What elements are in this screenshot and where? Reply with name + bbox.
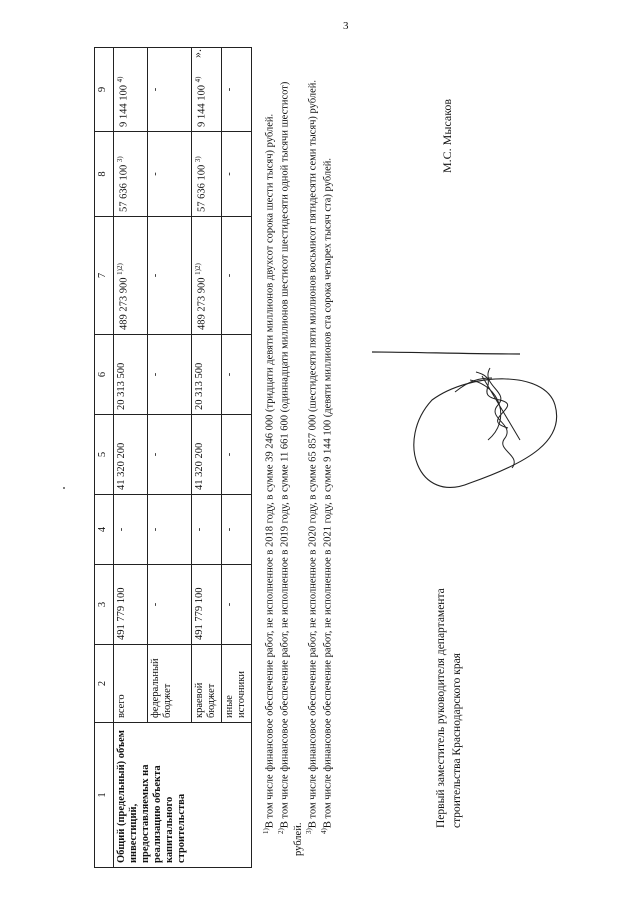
footnote-ref: 4) xyxy=(116,76,124,83)
col-num-8: 8 xyxy=(95,132,114,217)
footnote-ref: 1)2) xyxy=(116,263,124,275)
footnote-text: В том числе финансовое обеспечение работ, не исполненное в 2019 году, в сумме 11 661 600 (одиннадцати миллионов шестисот шестидесяти одной тысячи шестисот) рублей. xyxy=(279,81,304,856)
signer-title-line: строительства Краснодарского края xyxy=(450,653,463,828)
table-cell: 41 320 200 xyxy=(192,415,222,495)
signer-name: М.С. Мысаков xyxy=(440,98,454,173)
table-cell: - xyxy=(148,415,192,495)
table-cell: 20 313 500 xyxy=(192,335,222,415)
table-cell: - xyxy=(148,132,192,217)
table-cell: - xyxy=(222,217,252,335)
footnote-text: В том числе финансовое обеспечение работ, не исполненное в 2018 году, в сумме 39 246 000 (тридцати девяти миллионов двухсот сорока шести тысяч) рублей. xyxy=(264,113,276,829)
table-cell: 41 320 200 xyxy=(114,415,148,495)
col-num-3: 3 xyxy=(95,565,114,645)
col-num-7: 7 xyxy=(95,217,114,335)
footnote-ref: 3) xyxy=(116,156,124,163)
object-label: Общий (предельный) объем инвестиций, предоставляемых на реализацию объекта капитального строительства xyxy=(114,723,252,868)
table-cell: - xyxy=(222,495,252,565)
footnote-text: В том числе финансовое обеспечение работ, не исполненное в 2020 году, в сумме 65 857 000 (шестидесяти пяти миллионов восьмисот пятидесяти семи тысяч) рублей. xyxy=(307,80,319,829)
col-num-4: 4 xyxy=(95,495,114,565)
source-label: федеральный бюджет xyxy=(148,645,192,723)
source-label: иные источники xyxy=(222,645,252,723)
cell-value: 57 636 100 xyxy=(118,164,130,212)
footnote-mark: 3) xyxy=(305,828,314,834)
cell-value: 489 273 900 xyxy=(196,277,208,330)
table-cell: - xyxy=(148,217,192,335)
source-label: краевой бюджет xyxy=(192,645,222,723)
cell-value: 57 636 100 xyxy=(196,164,208,212)
source-label: всего xyxy=(114,645,148,723)
table-cell: - xyxy=(114,495,148,565)
table-cell: 491 779 100 xyxy=(192,565,222,645)
page-number: 3 xyxy=(343,20,349,32)
footnote-ref: 1)2) xyxy=(194,263,202,275)
footnote-mark: 4) xyxy=(320,828,329,834)
col-num-9: 9 xyxy=(95,48,114,132)
table-cell: - xyxy=(222,415,252,495)
cell-value: 489 273 900 xyxy=(118,277,130,330)
table-cell: - xyxy=(148,565,192,645)
table-cell: - xyxy=(148,495,192,565)
cell-value: 9 144 100 xyxy=(196,85,208,127)
table-cell: - xyxy=(148,335,192,415)
closing-quote-mark: ». xyxy=(190,49,204,58)
col-num-2: 2 xyxy=(95,645,114,723)
table-cell: - xyxy=(222,132,252,217)
footnote-mark: 2) xyxy=(276,828,285,834)
footnote-ref: 3) xyxy=(194,156,202,163)
table-cell: - xyxy=(222,335,252,415)
table-cell: - xyxy=(148,48,192,132)
footnote-mark: 1) xyxy=(262,828,270,834)
table-cell: - xyxy=(192,495,222,565)
col-num-5: 5 xyxy=(95,415,114,495)
table-cell: 20 313 500 xyxy=(114,335,148,415)
cell-value: 9 144 100 xyxy=(118,85,130,127)
table-cell: - xyxy=(222,48,252,132)
signer-title-line: Первый заместитель руководителя департамента xyxy=(435,588,447,828)
table-cell: 491 779 100 xyxy=(114,565,148,645)
col-num-1: 1 xyxy=(95,723,114,868)
col-num-6: 6 xyxy=(95,335,114,415)
table-cell: - xyxy=(222,565,252,645)
footnote-ref: 4) xyxy=(194,76,202,83)
footnote-text: В том числе финансовое обеспечение работ, не исполненное в 2021 году, в сумме 9 144 100 (девяти миллионов ста сорока четырех тысяч ста) рублей. xyxy=(322,157,334,829)
